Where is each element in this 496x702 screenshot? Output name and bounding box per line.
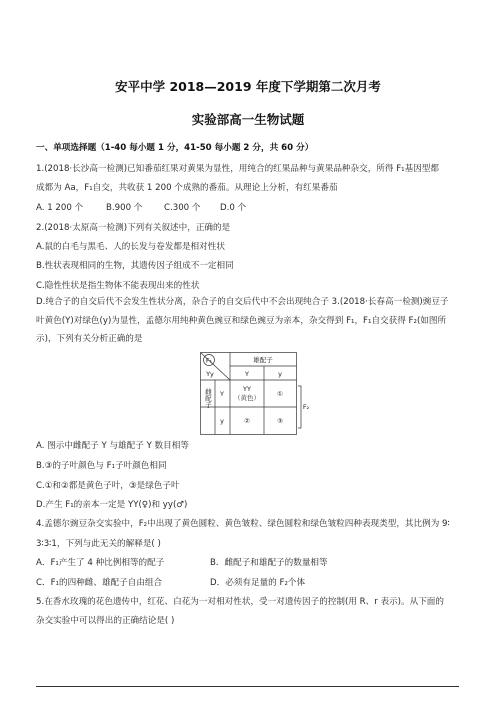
q1-line-1: 1.(2018·长沙高一检测)已知番茄红果对黄果为显性，用纯合的红果品种与黄果品种杂交，所得 F₁基因型都: [36, 164, 439, 174]
q4-line-1: 4.孟德尔豌豆杂交实验中，F₂中出现了黄色圆粒、黄色皱粒、绿色圆粒和绿色皱粒四种表现类型，其比例为 9∶: [36, 519, 450, 529]
footer-divider: [36, 686, 459, 687]
yy-label: Yy: [206, 370, 214, 378]
f2-label: F₂: [302, 403, 310, 411]
male-gamete-y: y: [278, 370, 282, 378]
q1-option-d: D.0 个: [220, 203, 247, 213]
q1-option-a: A. 1 200 个: [36, 203, 84, 213]
q5-line-1: 5.在香水玫瑰的花色遗传中，红花、白花为一对相对性状，受一对遗传因子的控制(用 R、r 表示)。从下面的: [36, 597, 444, 607]
f1-label: F₁: [205, 356, 213, 365]
q3-option-d: D.产生 F₁的亲本一定是 YY(♀)和 yy(♂): [36, 500, 188, 510]
female-gamete-y: y: [220, 417, 224, 425]
q4-option-d: D．必须有足量的 F₂个体: [210, 578, 306, 588]
q3-line-2: 叶黄色(Y)对绿色(y)为显性，孟德尔用纯种黄色豌豆和绿色豌豆为亲本，杂交得到 F₁，F₁自交获得 F₂(如图所: [36, 316, 447, 326]
q2-stem: 2.(2018·太原高一检测)下列有关叙述中，正确的是: [36, 223, 231, 233]
q3-option-a: A. 图示中雌配子 Y 与雄配子 Y 数目相等: [36, 441, 189, 451]
q4-line-2: 3∶3∶1，下列与此无关的解释是( ): [36, 539, 161, 549]
q1-option-b: B.900 个: [106, 203, 143, 213]
female-gamete-header: 雌配子: [204, 388, 212, 408]
cell-2: ②: [244, 417, 250, 425]
page-title: 安平中学 2018—2019 年度下学期第二次月考: [115, 79, 381, 94]
q2-option-d: D.纯合子的自交后代不会发生性状分离，杂合子的自交后代中不会出现纯合子 3.(2018·长春高一检测)豌豆子: [36, 297, 449, 307]
cell-yellow: （黄色）: [234, 394, 260, 402]
q5-line-2: 杂交实验中可以得出的正确结论是( ): [36, 616, 175, 626]
female-gamete-Y: Y: [220, 390, 224, 398]
punnett-square-diagram: [200, 352, 310, 436]
q1-option-c: C.300 个: [164, 203, 201, 213]
page-subtitle: 实验部高一生物试题: [191, 112, 305, 127]
q1-line-2: 成都为 Aa，F₁自交，共收获 1 200 个成熟的番茄。从理论上分析，有红果番茄: [36, 183, 338, 193]
q2-option-a: A.鼠的白毛与黑毛、人的长发与卷发都是相对性状: [36, 242, 225, 252]
cell-1: ①: [277, 390, 283, 398]
q2-option-c: C.隐性性状是指生物体不能表现出来的性状: [36, 281, 200, 291]
male-gamete-header: 雄配子: [253, 356, 273, 364]
male-gamete-Y: Y: [245, 370, 249, 378]
cell-YY: YY: [243, 385, 251, 393]
cell-3: ③: [277, 417, 283, 425]
q4-option-b: B．雌配子和雄配子的数量相等: [210, 558, 328, 568]
q3-option-b: B.③的子叶颜色与 F₁子叶颜色相同: [36, 461, 167, 471]
section-heading: 一、单项选择题（1-40 每小题 1 分，41-50 每小题 2 分，共 60 分）: [36, 143, 314, 153]
q4-option-c: C．F₁的四种雌、雄配子自由组合: [36, 578, 163, 588]
q3-option-c: C.①和②都是黄色子叶，③是绿色子叶: [36, 481, 180, 491]
q3-line-3: 示)，下列有关分析正确的是: [36, 334, 143, 344]
q4-option-a: A．F₁产生了 4 种比例相等的配子: [36, 558, 165, 568]
q2-option-b: B.性状表现相同的生物，其遗传因子组成不一定相同: [36, 261, 234, 271]
